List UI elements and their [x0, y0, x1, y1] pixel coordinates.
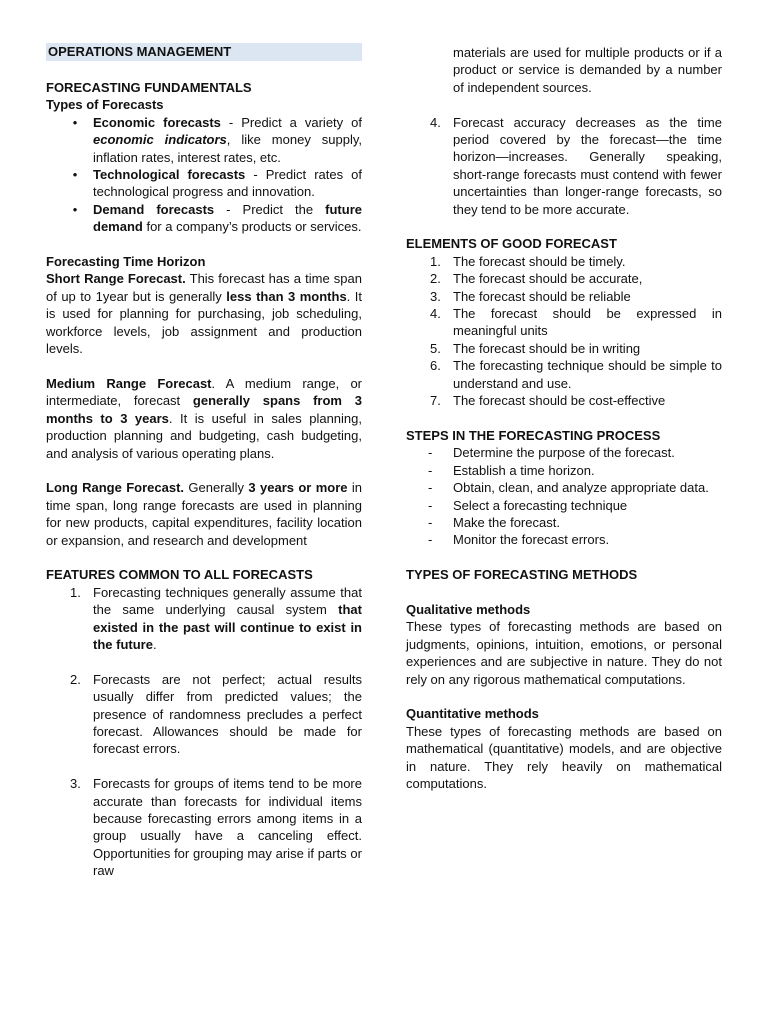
list-item [406, 114, 722, 218]
item-text: - Predict a variety of [220, 114, 362, 130]
list-number: 4. [430, 306, 441, 322]
item-text: Forecasts are not perfect; actual results usually differ from predicted values; the presence of randomness precludes a perfect forecast. Allowances should be made for forecast errors. [93, 671, 362, 757]
steps-title: STEPS IN THE FORECASTING PROCESS [406, 427, 661, 443]
list-number: 1. [430, 253, 441, 269]
item-text: Forecasts for groups of items tend to be more accurate than forecasts for individual items because forecasting errors among items in a group usually have a canceling effect. Opportunities for grouping may arise if parts or raw [93, 776, 362, 879]
bullet-icon: • [72, 201, 78, 217]
list-item [406, 531, 722, 548]
quantitative-title: Quantitative methods [406, 706, 539, 722]
types-of-forecasts-title: Types of Forecasts [46, 97, 164, 113]
list-item [46, 671, 362, 758]
item-text: Obtain, clean, and analyze appropriate data. [453, 480, 709, 496]
left-column [46, 43, 362, 880]
dash-marker: - [428, 445, 433, 461]
paragraph-text: in time span, long range forecasts are used in planning for new products, capital expenditures, facility location or expansion, and research and development [46, 480, 362, 548]
paragraph-text: This forecast has a time span of up to 1year but is generally [46, 271, 362, 304]
features-list-continued [406, 114, 722, 218]
term-economic-indicators: economic indicators [93, 132, 227, 148]
item-emphasis: that existed in the past will continue to exist in the future [93, 602, 362, 652]
item-text: - Predict the [214, 201, 326, 217]
term-economic-forecasts: Economic forecasts [93, 114, 221, 130]
list-item [406, 497, 722, 514]
term-short-range: Short Range Forecast. [46, 271, 186, 287]
list-number: 7. [430, 393, 441, 409]
elements-list [406, 253, 722, 410]
section-title-fundamentals: FORECASTING FUNDAMENTALS [46, 80, 252, 95]
list-number: 4. [430, 114, 441, 130]
right-column [406, 44, 722, 792]
list-item [406, 479, 722, 496]
list-item [406, 253, 722, 270]
list-item [406, 270, 722, 287]
item-text: The forecast should be in writing [453, 340, 641, 356]
dash-marker: - [428, 532, 433, 548]
term-medium-range: Medium Range Forecast [46, 375, 212, 391]
short-range-paragraph [46, 270, 362, 357]
list-item [406, 357, 722, 392]
list-item [406, 340, 722, 357]
steps-list [406, 444, 722, 548]
dash-marker: - [428, 514, 433, 530]
dash-marker: - [428, 462, 433, 478]
paragraph-text: . A medium range, or intermediate, forecast [46, 375, 363, 409]
item-text: for a company’s products or services. [142, 219, 362, 235]
term-technological-forecasts: Technological forecasts [93, 167, 246, 183]
item-text: . [152, 636, 157, 652]
list-number: 5. [430, 340, 441, 356]
feature-3-continuation: materials are used for multiple products or if a product or service is demanded by a number of independent sources. [453, 45, 722, 95]
item-text: Determine the purpose of the forecast. [453, 445, 675, 461]
term-long-range: Long Range Forecast. [46, 480, 185, 496]
item-text: Forecast accuracy decreases as the time period covered by the forecast—the time horizon—increases. Generally speaking, short-range forecasts must contend with fewer uncertainties than longer-range forecasts, so they tend to be more accurate. [453, 114, 722, 217]
paragraph-text: Generally [184, 480, 249, 496]
item-text: Establish a time horizon. [453, 462, 595, 478]
list-item-demand [46, 201, 362, 236]
item-text: The forecasting technique should be simple to understand and use. [453, 358, 722, 391]
item-text: Monitor the forecast errors. [453, 532, 610, 548]
quantitative-paragraph: These types of forecasting methods are based on mathematical (quantitative) models, and are objective in nature. They rely heavily on mathematical computations. [406, 723, 722, 791]
item-text: - Predict rates of technological progress and innovation. [93, 167, 363, 200]
bullet-icon: • [72, 167, 78, 183]
list-item [406, 462, 722, 479]
list-item [46, 775, 362, 879]
item-text: Forecasting techniques generally assume that the same underlying causal system [93, 584, 362, 618]
list-item [406, 305, 722, 340]
term-demand-forecasts: Demand forecasts [93, 201, 215, 217]
features-title: FEATURES COMMON TO ALL FORECASTS [46, 567, 313, 583]
item-text: The forecast should be timely. [453, 253, 626, 269]
item-text: The forecast should be accurate, [453, 271, 643, 287]
term-3-years-or-more: 3 years or more [248, 480, 348, 496]
list-item-economic [46, 114, 362, 166]
paragraph-text: . It is useful in sales planning, production planning and budgeting, cash budgeting, and analysis of various operating plans. [46, 410, 362, 461]
dash-marker: - [428, 497, 433, 513]
forecast-types-list [46, 114, 362, 236]
item-text: , like money supply, inflation rates, interest rates, etc. [93, 132, 362, 165]
item-text: Select a forecasting technique [453, 497, 628, 513]
term-medium-span: generally spans from 3 months to 3 years [46, 393, 362, 426]
list-number: 3. [430, 288, 441, 304]
methods-title: TYPES OF FORECASTING METHODS [406, 567, 638, 583]
list-item [406, 288, 722, 305]
list-item [406, 444, 722, 461]
qualitative-paragraph: These types of forecasting methods are based on judgments, opinions, intuition, emotions, or personal experiences and are subjective in nature. They do not rely on any rigorous mathematical computations. [406, 619, 722, 687]
medium-range-paragraph [46, 375, 362, 462]
time-horizon-title: Forecasting Time Horizon [46, 254, 206, 270]
list-item [46, 584, 362, 654]
long-range-paragraph [46, 479, 362, 549]
item-text: Make the forecast. [453, 514, 560, 530]
item-text: The forecast should be expressed in meaningful units [453, 306, 722, 339]
list-number: 6. [430, 358, 441, 374]
bullet-icon: • [72, 114, 78, 130]
paragraph-text: . It is used for planning for purchasing, job scheduling, workforce levels, job assignment and production levels. [46, 288, 362, 357]
list-item [406, 392, 722, 409]
term-future-demand: future demand [93, 201, 362, 235]
term-less-than-3-months: less than 3 months [226, 288, 347, 304]
list-item-technological [46, 166, 362, 201]
features-list [46, 584, 362, 880]
list-number: 1. [70, 584, 81, 600]
list-item [406, 514, 722, 531]
list-number: 3. [70, 776, 81, 792]
qualitative-title: Qualitative methods [406, 601, 531, 617]
course-banner: OPERATIONS MANAGEMENT [46, 43, 362, 61]
dash-marker: - [428, 480, 433, 496]
elements-title: ELEMENTS OF GOOD FORECAST [406, 236, 617, 252]
list-number: 2. [70, 671, 81, 687]
list-number: 2. [430, 271, 441, 287]
item-text: The forecast should be reliable [453, 288, 631, 304]
item-text: The forecast should be cost-effective [453, 393, 666, 409]
